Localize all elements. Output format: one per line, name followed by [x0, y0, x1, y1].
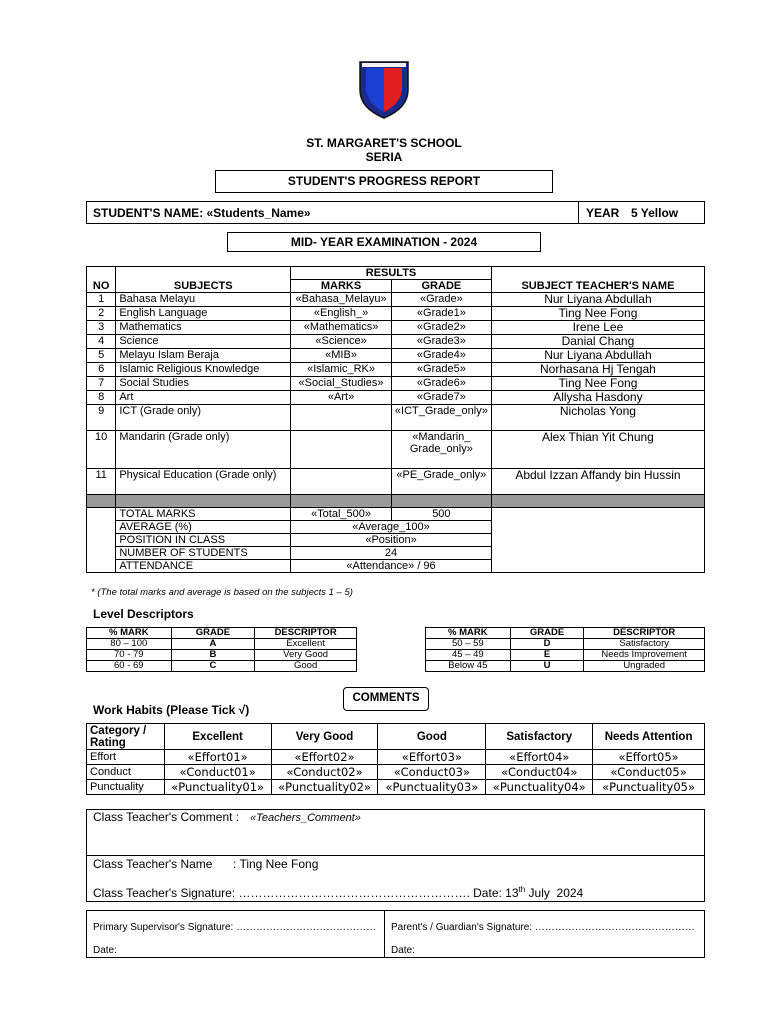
row-subject: Melayu Islam Beraja — [116, 349, 291, 363]
row-teacher: Alex Thian Yit Chung — [491, 431, 704, 469]
result-row — [87, 335, 705, 349]
row-grade: «Grade1» — [391, 307, 491, 321]
wh-category: Punctuality — [87, 780, 165, 795]
row-no: 9 — [87, 405, 116, 431]
ld-grade: U — [510, 661, 584, 672]
parent-date-label: Date: — [391, 945, 415, 956]
average-value: «Average_100» — [291, 521, 492, 534]
row-grade: «Mandarin_ Grade_only» — [391, 431, 491, 469]
wh-header-rating: Satisfactory — [486, 724, 593, 750]
wh-row — [87, 765, 705, 780]
ld-descriptor: Very Good — [255, 650, 357, 661]
header-no: NO — [87, 267, 116, 293]
ld-row — [426, 650, 705, 661]
ld-row — [426, 639, 705, 650]
row-grade: «Grade» — [391, 293, 491, 307]
ld-mark: Below 45 — [426, 661, 511, 672]
teacher-signature-date: July 2024 — [525, 886, 584, 900]
students-label: NUMBER OF STUDENTS — [116, 547, 291, 560]
level-descriptors-right — [425, 627, 705, 672]
date-suffix: th — [518, 885, 526, 894]
result-row — [87, 349, 705, 363]
wh-header-rating: Good — [378, 724, 486, 750]
teacher-signature-line — [93, 885, 583, 900]
wh-rating-cell[interactable]: «Conduct01» — [164, 765, 271, 780]
divider — [578, 201, 579, 224]
wh-rating-cell[interactable]: «Punctuality05» — [593, 780, 705, 795]
wh-row — [87, 780, 705, 795]
row-teacher: Allysha Hasdony — [491, 391, 704, 405]
wh-rating-cell[interactable]: «Punctuality03» — [378, 780, 486, 795]
row-marks: «Science» — [291, 335, 392, 349]
row-marks: «MIB» — [291, 349, 392, 363]
row-teacher: Nur Liyana Abdullah — [491, 293, 704, 307]
row-grade: «Grade3» — [391, 335, 491, 349]
year-label: YEAR — [586, 206, 620, 220]
year-value: 5 Yellow — [631, 206, 679, 220]
ld-row — [87, 661, 357, 672]
ld-mark: 50 – 59 — [426, 639, 511, 650]
result-row — [87, 405, 705, 431]
wh-category: Conduct — [87, 765, 165, 780]
result-row — [87, 431, 705, 469]
ld-grade: A — [171, 639, 255, 650]
supervisor-signature-label: Primary Supervisor's Signature: …………………………………… — [93, 922, 377, 933]
result-row — [87, 469, 705, 495]
result-row — [87, 321, 705, 335]
result-row — [87, 307, 705, 321]
row-marks: «Bahasa_Melayu» — [291, 293, 392, 307]
row-no: 3 — [87, 321, 116, 335]
result-row — [87, 391, 705, 405]
row-subject: Physical Education (Grade only) — [116, 469, 291, 495]
wh-rating-cell[interactable]: «Conduct03» — [378, 765, 486, 780]
header-grade: GRADE — [391, 280, 491, 293]
row-subject: Mandarin (Grade only) — [116, 431, 291, 469]
teacher-signature-label: Class Teacher's Signature: …………………………………………………. Date: 13 — [93, 886, 519, 900]
ld-row — [426, 661, 705, 672]
wh-header-rating: Very Good — [271, 724, 378, 750]
row-subject: Art — [116, 391, 291, 405]
wh-rating-cell[interactable]: «Punctuality01» — [164, 780, 271, 795]
ld-row — [87, 650, 357, 661]
row-teacher: Norhasana Hj Tengah — [491, 363, 704, 377]
row-no: 10 — [87, 431, 116, 469]
wh-header-category: Category / Rating — [87, 724, 165, 750]
wh-rating-cell[interactable]: «Effort01» — [164, 750, 271, 765]
teacher-name-value: : Ting Nee Fong — [233, 857, 319, 871]
row-grade: «ICT_Grade_only» — [391, 405, 491, 431]
work-habits-table — [86, 723, 705, 795]
wh-rating-cell[interactable]: «Conduct05» — [593, 765, 705, 780]
row-no: 7 — [87, 377, 116, 391]
ld-mark: 45 – 49 — [426, 650, 511, 661]
total-max: 500 — [391, 508, 491, 521]
wh-rating-cell[interactable]: «Punctuality04» — [486, 780, 593, 795]
row-teacher: Ting Nee Fong — [491, 307, 704, 321]
row-marks: «Art» — [291, 391, 392, 405]
wh-rating-cell[interactable]: «Effort05» — [593, 750, 705, 765]
ld-header-descriptor: DESCRIPTOR — [584, 628, 705, 639]
row-grade: «PE_Grade_only» — [391, 469, 491, 495]
report-title: STUDENT'S PROGRESS REPORT — [215, 170, 553, 193]
average-label: AVERAGE (%) — [116, 521, 291, 534]
result-row — [87, 377, 705, 391]
ld-descriptor: Ungraded — [584, 661, 705, 672]
total-label: TOTAL MARKS — [116, 508, 291, 521]
row-teacher: Abdul Izzan Affandy bin Hussin — [491, 469, 704, 495]
row-no: 6 — [87, 363, 116, 377]
row-subject: Islamic Religious Knowledge — [116, 363, 291, 377]
teacher-comment-label: Class Teacher's Comment : — [93, 810, 240, 824]
results-table — [86, 266, 705, 573]
ld-header-grade: GRADE — [510, 628, 584, 639]
students-value: 24 — [291, 547, 492, 560]
row-marks: «Mathematics» — [291, 321, 392, 335]
work-habits-title: Work Habits (Please Tick √) — [93, 703, 250, 717]
student-info-bar — [86, 201, 705, 224]
divider — [86, 855, 705, 856]
row-no: 2 — [87, 307, 116, 321]
wh-header-row — [87, 724, 705, 750]
row-marks: «Islamic_RK» — [291, 363, 392, 377]
row-marks — [291, 405, 392, 431]
row-subject: Science — [116, 335, 291, 349]
exam-title: MID- YEAR EXAMINATION - 2024 — [227, 232, 541, 252]
level-descriptors-title: Level Descriptors — [93, 607, 194, 621]
row-marks — [291, 469, 392, 495]
wh-rating-cell[interactable]: «Punctuality02» — [271, 780, 378, 795]
row-grade: «Grade2» — [391, 321, 491, 335]
row-subject: English Language — [116, 307, 291, 321]
ld-descriptor: Good — [255, 661, 357, 672]
supervisor-date-label: Date: — [93, 945, 117, 956]
teacher-comment-value: «Teachers_Comment» — [250, 812, 361, 824]
wh-rating-cell[interactable]: «Conduct02» — [271, 765, 378, 780]
ld-grade: D — [510, 639, 584, 650]
wh-rating-cell[interactable]: «Conduct04» — [486, 765, 593, 780]
header-subjects: SUBJECTS — [116, 267, 291, 293]
wh-header-rating: Needs Attention — [593, 724, 705, 750]
ld-row — [87, 639, 357, 650]
result-row — [87, 363, 705, 377]
wh-rating-cell[interactable]: «Effort02» — [271, 750, 378, 765]
school-location: SERIA — [365, 150, 403, 164]
result-row — [87, 293, 705, 307]
ld-grade: B — [171, 650, 255, 661]
row-marks: «English_» — [291, 307, 392, 321]
row-grade: «Grade7» — [391, 391, 491, 405]
teacher-name-label: Class Teacher's Name — [93, 857, 213, 871]
header-results: RESULTS — [291, 267, 492, 280]
row-no: 8 — [87, 391, 116, 405]
ld-header-mark: % MARK — [87, 628, 172, 639]
school-crest-icon — [358, 60, 410, 120]
separator-row — [87, 495, 705, 508]
position-label: POSITION IN CLASS — [116, 534, 291, 547]
row-grade: «Grade5» — [391, 363, 491, 377]
comments-label: COMMENTS — [343, 687, 429, 711]
row-teacher: Irene Lee — [491, 321, 704, 335]
row-marks: «Social_Studies» — [291, 377, 392, 391]
ld-mark: 60 - 69 — [87, 661, 172, 672]
attendance-label: ATTENDANCE — [116, 560, 291, 573]
header-teacher: SUBJECT TEACHER'S NAME — [491, 267, 704, 293]
class-teacher-section — [86, 809, 705, 902]
position-value: «Position» — [291, 534, 492, 547]
wh-header-rating: Excellent — [164, 724, 271, 750]
ld-header-mark: % MARK — [426, 628, 511, 639]
row-no: 1 — [87, 293, 116, 307]
divider — [384, 911, 385, 957]
results-footnote: * (The total marks and average is based on the subjects 1 – 5) — [91, 587, 353, 598]
ld-descriptor: Excellent — [255, 639, 357, 650]
ld-mark: 70 - 79 — [87, 650, 172, 661]
ld-header-descriptor: DESCRIPTOR — [255, 628, 357, 639]
wh-category: Effort — [87, 750, 165, 765]
row-subject: Bahasa Melayu — [116, 293, 291, 307]
ld-grade: E — [510, 650, 584, 661]
row-teacher: Ting Nee Fong — [491, 377, 704, 391]
row-no: 11 — [87, 469, 116, 495]
student-name-label: STUDENT'S NAME: «Students_Name» — [93, 206, 311, 220]
signature-section — [86, 910, 705, 958]
row-no: 5 — [87, 349, 116, 363]
ld-grade: C — [171, 661, 255, 672]
row-teacher: Danial Chang — [491, 335, 704, 349]
row-teacher: Nicholas Yong — [491, 405, 704, 431]
attendance-value: «Attendance» / 96 — [291, 560, 492, 573]
parent-signature-label: Parent's / Guardian's Signature: ………………………………………… — [391, 922, 695, 933]
row-marks — [291, 431, 392, 469]
row-grade: «Grade4» — [391, 349, 491, 363]
row-subject: Social Studies — [116, 377, 291, 391]
school-name: ST. MARGARET'S SCHOOL — [306, 136, 462, 150]
wh-row — [87, 750, 705, 765]
row-subject: Mathematics — [116, 321, 291, 335]
row-grade: «Grade6» — [391, 377, 491, 391]
level-descriptors-left — [86, 627, 357, 672]
ld-descriptor: Satisfactory — [584, 639, 705, 650]
row-subject: ICT (Grade only) — [116, 405, 291, 431]
total-marks: «Total_500» — [291, 508, 392, 521]
ld-descriptor: Needs Improvement — [584, 650, 705, 661]
ld-mark: 80 – 100 — [87, 639, 172, 650]
row-no: 4 — [87, 335, 116, 349]
wh-rating-cell[interactable]: «Effort04» — [486, 750, 593, 765]
wh-rating-cell[interactable]: «Effort03» — [378, 750, 486, 765]
header-marks: MARKS — [291, 280, 392, 293]
row-teacher: Nur Liyana Abdullah — [491, 349, 704, 363]
ld-header-grade: GRADE — [171, 628, 255, 639]
